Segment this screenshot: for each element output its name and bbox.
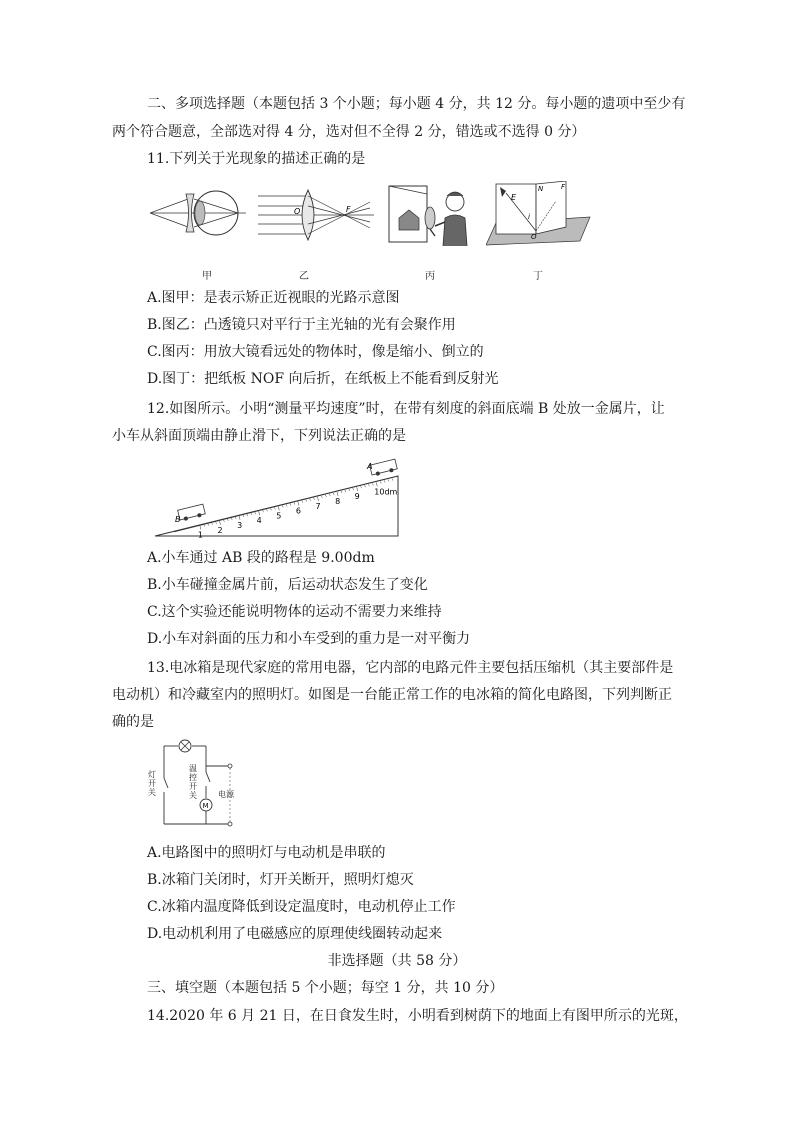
q13-stem-line3: 确的是 — [112, 714, 154, 730]
q11-option-a: A.图甲：是表示矫正近视眼的光路示意图 — [147, 290, 400, 306]
q13-stem-line1: 13.电冰箱是现代家庭的常用电器，它内部的电路元件主要包括压缩机（其主要部件是 — [147, 660, 674, 676]
q11-option-b: B.图乙：凸透镜只对平行于主光轴的光有会聚作用 — [147, 317, 456, 333]
q11-yi-label-o: O — [294, 207, 301, 216]
q11-caption-jia: 甲 — [202, 271, 212, 282]
q11-yi-label-f: F — [346, 205, 351, 214]
q12-option-d: D.小车对斜面的压力和小车受到的重力是一对平衡力 — [147, 631, 471, 647]
ruler-tick-label: 9 — [354, 492, 360, 502]
q13-power-label: 电源 — [218, 790, 234, 799]
ruler-tick-label: 10dm — [374, 487, 398, 497]
ruler-tick-label: 8 — [335, 496, 341, 506]
q11-figure-jia — [150, 186, 250, 241]
q11-ding-label-f: F — [561, 183, 566, 191]
q11-option-c: C.图丙：用放大镜看远处的物体时，像是缩小、倒立的 — [147, 344, 484, 360]
ruler-tick-label: 4 — [256, 516, 262, 526]
q13-stem-line2: 电动机）和冷藏室内的照明灯。如图是一台能正常工作的电冰箱的简化电路图，下列判断正 — [112, 687, 672, 703]
q12-label-b: B — [175, 515, 181, 524]
q12-option-c: C.这个实验还能说明物体的运动不需要力来维持 — [147, 604, 442, 620]
section2-heading-line2: 两个符合题意，全部选对得 4 分，选对但不全得 2 分，错选或不选得 0 分） — [112, 124, 586, 140]
q12-label-a: A — [367, 462, 373, 471]
ruler-tick-label: 6 — [295, 506, 301, 516]
q13-motor-label: M — [202, 802, 209, 810]
q11-caption-yi: 乙 — [299, 271, 309, 282]
q11-ding-label-i: i — [528, 213, 530, 221]
q13-lamp-switch-label: 灯开关 — [148, 770, 156, 797]
ruler-tick-label: 2 — [217, 525, 223, 535]
q11-option-d: D.图丁：把纸板 NOF 向后折，在纸板上不能看到反射光 — [147, 371, 499, 387]
ruler-tick-label: 1 — [197, 530, 203, 540]
q12-stem-line2: 小车从斜面顶端由静止滑下，下列说法正确的是 — [112, 428, 406, 444]
q12-option-b: B.小车碰撞金属片前，后运动状态发生了变化 — [147, 577, 428, 593]
q13-option-c: C.冰箱内温度降低到设定温度时，电动机停止工作 — [147, 899, 456, 915]
q12-option-a: A.小车通过 AB 段的路程是 9.00dm — [147, 550, 375, 566]
q11-caption-ding: 丁 — [533, 271, 543, 282]
ruler-tick-label: 5 — [276, 511, 282, 521]
q12-incline-figure — [150, 452, 410, 542]
q13-option-d: D.电动机利用了电磁感应的原理使线圈转动起来 — [147, 926, 443, 942]
section2-heading-line1: 二、多项选择题（本题包括 3 个小题；每小题 4 分，共 12 分。每小题的遗项中至少有 — [147, 96, 686, 112]
q11-ding-label-o: O — [531, 233, 537, 241]
q13-circuit-figure — [144, 738, 254, 830]
q13-option-b: B.冰箱门关闭时，灯开关断开，照明灯熄灭 — [147, 872, 414, 888]
q11-figure-ding — [486, 181, 594, 246]
q11-caption-bing: 丙 — [425, 271, 435, 282]
q11-figure-yi — [258, 188, 378, 243]
ruler-tick-label: 3 — [237, 520, 243, 530]
q13-temp-switch-label: 温控开关 — [189, 764, 197, 800]
ruler-tick-label: 7 — [315, 501, 321, 511]
q12-stem-line1: 12.如图所示。小明“测量平均速度”时，在带有刻度的斜面底端 B 处放一金属片，让 — [147, 401, 665, 417]
section3-heading: 三、填空题（本题包括 5 个小题；每空 1 分，共 10 分） — [147, 980, 504, 996]
part2-title: 非选择题（共 58 分） — [327, 953, 467, 969]
q11-ding-label-n: N — [538, 185, 544, 193]
q14-stem-line1: 14.2020 年 6 月 21 日，在日食发生时，小明看到树荫下的地面上有图甲所示的光斑， — [147, 1008, 688, 1024]
q11-figure-bing — [385, 180, 480, 248]
q13-option-a: A.电路图中的照明灯与电动机是串联的 — [147, 845, 386, 861]
q11-ding-label-e: E — [511, 193, 517, 202]
q11-stem: 11.下列关于光现象的描述正确的是 — [147, 151, 366, 167]
